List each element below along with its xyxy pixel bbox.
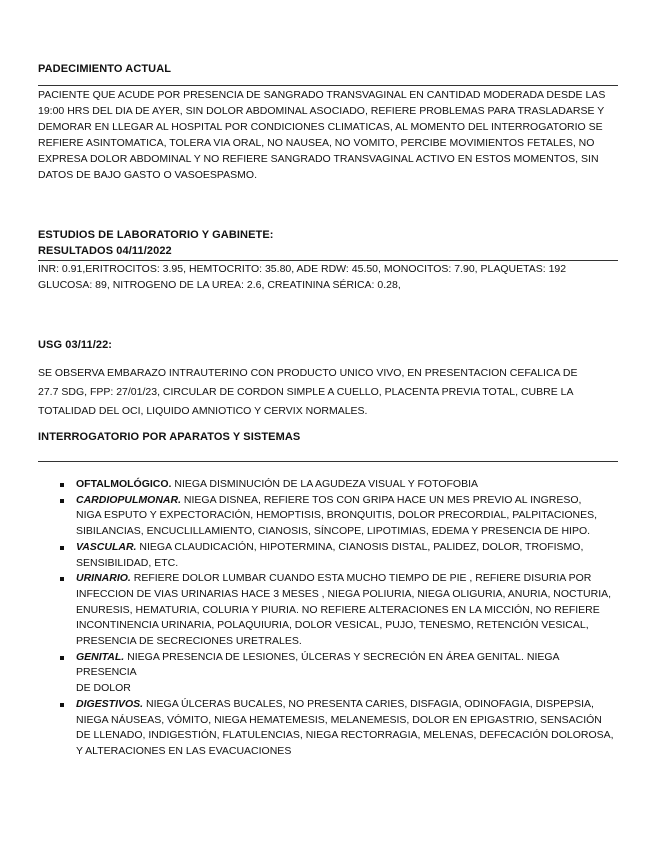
section-heading-interrogatorio: INTERROGATORIO POR APARATOS Y SISTEMAS (38, 431, 301, 443)
section-divider (38, 461, 618, 462)
item-term: OFTALMOLÓGICO. (76, 478, 172, 490)
paragraph-line: TOTALIDAD DEL OCI, LIQUIDO AMNIOTICO Y CERVIX NORMALES. (38, 405, 368, 417)
item-term: URINARIO. (76, 572, 131, 585)
item-text: INFECCION DE VIAS URINARIAS HACE 3 MESES , NIEGA POLIURIA, NIEGA OLIGURIA, ANURIA, NOCTURIA, (76, 587, 612, 600)
item-text: SIBILANCIAS, ENCUCLILLAMIENTO, CIANOSIS, SÍNCOPE, LIPOTIMIAS, EDEMA Y PRESENCIA DE HIPO. (76, 525, 591, 538)
item-text: INCONTINENCIA URINARIA, POLAQUIURIA, DOLOR VESICAL, PUJO, TENESMO, RETENCIÓN VESICAL, (76, 619, 589, 632)
paragraph-line: 19:00 HRS DEL DIA DE AYER, SIN DOLOR ABDOMINAL ASOCIADO, REFIERE PROBLEMAS PARA TRASLADARSE Y (38, 105, 605, 117)
paragraph-line: PACIENTE QUE ACUDE POR PRESENCIA DE SANGRADO TRANSVAGINAL EN CANTIDAD MODERADA DESDE LAS (38, 89, 606, 101)
list-item-vascular (60, 540, 618, 571)
item-text: NIEGA DISMINUCIÓN DE LA AGUDEZA VISUAL Y FOTOFOBIA (171, 478, 478, 490)
item-text: DE DOLOR (76, 682, 131, 695)
bullet-icon (60, 483, 64, 487)
item-text: NIEGA CLAUDICACIÓN, HIPOTERMINA, CIANOSIS DISTAL, PALIDEZ, DOLOR, TROFISMO, (136, 540, 584, 553)
section-divider (38, 85, 618, 86)
item-term: CARDIOPULMONAR. (76, 493, 181, 506)
bullet-icon (60, 577, 64, 581)
paragraph-line: DEMORAR EN LLEGAR AL HOSPITAL POR CONDICIONES CLIMATICAS, AL MOMENTO DEL INTERROGATORIO SE (38, 121, 603, 133)
item-text: Y ALTERACIONES EN LAS EVACUACIONES (76, 744, 292, 757)
list-item-oftalmologico (60, 477, 618, 493)
systems-review-list (60, 477, 618, 760)
paragraph-line: EXPRESA DOLOR ABDOMINAL Y NO REFIERE SANGRADO TRANSVAGINAL ACTIVO EN ESTOS MOMENTOS, SIN (38, 153, 599, 165)
bullet-icon (60, 546, 64, 550)
item-text: ENURESIS, HEMATURIA, COLURIA Y PIURIA. NO REFIERE ALTERACIONES EN LA MICCIÓN, NO REFIERE (76, 603, 600, 616)
item-text: NIEGA DISNEA, REFIERE TOS CON GRIPA HACE UN MES PREVIO AL INGRESO, (181, 493, 582, 506)
paragraph-line: DATOS DE BAJO GASTO O VASOESPASMO. (38, 169, 257, 181)
paragraph-line: REFIERE ASINTOMATICA, TOLERA VIA ORAL, NO NAUSEA, NO VOMITO, PERCIBE MOVIMIENTOS FETALES, NO (38, 137, 595, 149)
usg-paragraph (38, 364, 618, 421)
list-item-urinario (60, 571, 618, 650)
item-term: GENITAL. (76, 650, 125, 663)
paragraph-line: 27.7 SDG, FPP: 27/01/23, CIRCULAR DE CORDON SIMPLE A CUELLO, PLACENTA PREVIA TOTAL, CUBRE LA (38, 386, 574, 398)
list-item-digestivos (60, 697, 618, 760)
item-text: NIGA ESPUTO Y EXPECTORACIÓN, HEMOPTISIS, BRONQUITIS, DOLOR PRECORDIAL, PALPITACIONES, (76, 509, 598, 522)
section-heading-usg: USG 03/11/22: (38, 339, 113, 351)
padecimiento-paragraph (38, 87, 618, 183)
paragraph-line: SE OBSERVA EMBARAZO INTRAUTERINO CON PRODUCTO UNICO VIVO, EN PRESENTACION CEFALICA DE (38, 367, 578, 379)
item-text: PRESENCIA DE SECRECIONES URETRALES. (76, 635, 302, 648)
item-text: NIEGA PRESENCIA DE LESIONES, ÚLCERAS Y SECRECIÓN EN ÁREA GENITAL. NIEGA PRESENCIA (76, 650, 559, 679)
item-text: DE LLENADO, INDIGESTIÓN, FLATULENCIAS, NIEGA RECTORRAGIA, MELENAS, DEFECACIÓN DOLOROSA, (76, 729, 614, 742)
paragraph-line: GLUCOSA: 89, NITROGENO DE LA UREA: 2.6, CREATININA SÉRICA: 0.28, (38, 279, 401, 291)
item-text: NIEGA NÁUSEAS, VÓMITO, NIEGA HEMATEMESIS, MELANEMESIS, DOLOR EN EPIGASTRIO, SENSACIÓN (76, 713, 602, 726)
estudios-paragraph (38, 261, 618, 293)
paragraph-line: INR: 0.91,ERITROCITOS: 3.95, HEMTOCRITO: 35.80, ADE RDW: 45.50, MONOCITOS: 7.90, PLAQUETAS: 192 (38, 263, 567, 275)
item-text: NIEGA ÚLCERAS BUCALES, NO PRESENTA CARIES, DISFAGIA, ODINOFAGIA, DISPEPSIA, (143, 697, 594, 710)
list-item-cardiopulmonar (60, 493, 618, 540)
bullet-icon (60, 656, 64, 660)
list-item-genital (60, 650, 618, 697)
item-term: DIGESTIVOS. (76, 697, 144, 710)
item-text: REFIERE DOLOR LUMBAR CUANDO ESTA MUCHO TIEMPO DE PIE , REFIERE DISURIA POR (130, 572, 592, 585)
item-term: VASCULAR. (76, 540, 137, 553)
bullet-icon (60, 499, 64, 503)
section-heading-padecimiento: PADECIMIENTO ACTUAL (38, 63, 172, 75)
item-text: SENSIBILIDAD, ETC. (76, 556, 179, 569)
section-heading-estudios: ESTUDIOS DE LABORATORIO Y GABINETE: (38, 229, 274, 241)
section-subheading-resultados: RESULTADOS 04/11/2022 (38, 245, 172, 257)
bullet-icon (60, 703, 64, 707)
